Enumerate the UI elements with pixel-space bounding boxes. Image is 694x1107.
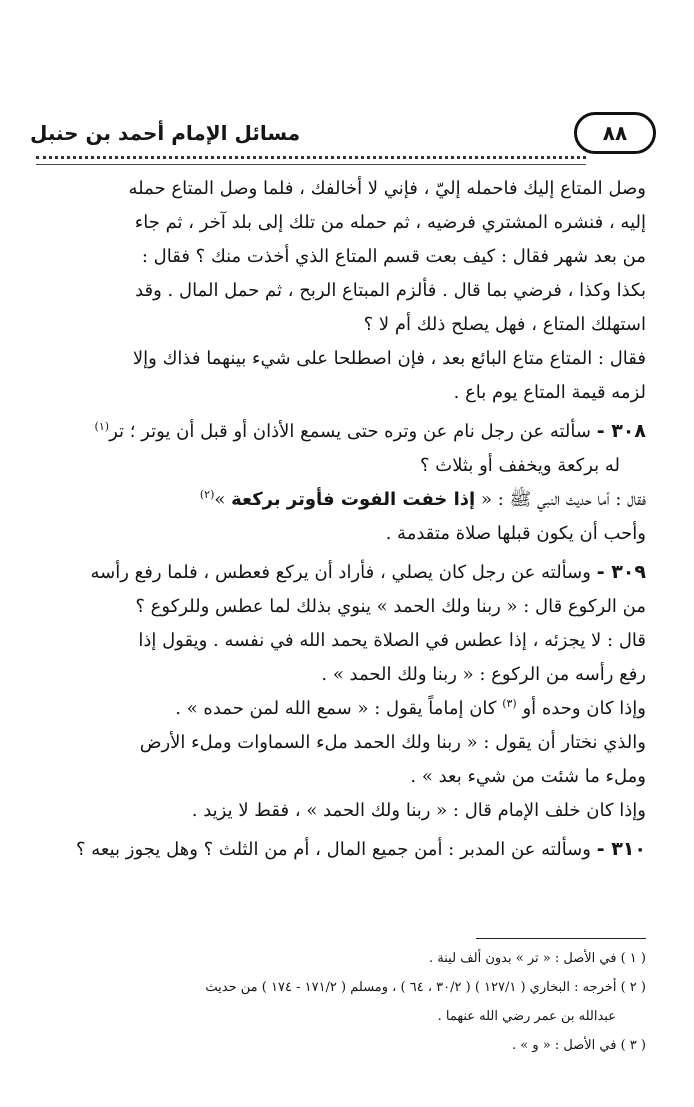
header-rule [36,156,586,165]
text-line: وأحب أن يكون قبلها صلاة متقدمة . [385,523,646,544]
text-line: قال : لا يجزئه ، إذا عطس في الصلاة يحمد الله في نفسه . ويقول إذا [138,630,646,651]
question-308 [46,414,646,449]
footnote-ref: (١) [94,420,110,433]
text-line: من بعد شهر فقال : كيف بعت قسم المتاع الذي أخذت منك ؟ فقال : [141,246,646,267]
page-number-badge [574,112,656,154]
page-header [22,112,656,162]
text-line: فقال : المتاع متاع البائع بعد ، فإن اصطلحا على شيء بينهما فذاك وإلا [132,348,646,369]
page-number: ٨٨ [602,121,628,145]
question-310 [46,832,646,867]
quote-close: » [214,489,226,510]
question-text: سألته عن رجل نام عن وتره حتى يسمع الأذان أو قبل أن يوتر ؛ تر [109,421,591,442]
footnote-rule [476,938,646,939]
footnotes [46,944,646,1060]
answer-text: كان إماماً يقول : « سمع الله لمن حمده » . [175,698,497,719]
running-title: مسائل الإمام أحمد بن حنبل [30,121,301,145]
hadith-quote: إذا خفت الفوت فأوتر بركعة [231,489,476,510]
answer-text: فقال : أما حديث النبي ﷺ : « [480,489,646,510]
text-line: له بركعة ويخفف أو بثلاث ؟ [419,455,620,476]
text-line: وملء ما شئت من شيء بعد » . [410,766,646,787]
answer-text: وإذا كان وحده أو [522,698,646,719]
text-line: إليه ، فنشره المشتري فرضيه ، ثم حمله من تلك إلى بلد آخر ، ثم جاء [134,212,646,233]
text-line: وإذا كان خلف الإمام قال : « ربنا ولك الحمد » ، فقط لا يزيد . [191,800,646,821]
footnote-2: ( ٢ ) أخرجه : البخاري ( ١٢٧/١ ) ( ٣٠/٢ ، ٦٤ ) ، ومسلم ( ١٧١/٢ - ١٧٤ ) من حديث [205,980,646,995]
text-line: من الركوع قال : « ربنا ولك الحمد » ينوي بذلك لما عطس وللركوع ؟ [135,596,646,617]
footnote-1: ( ١ ) في الأصل : « تر » بدون ألف لينة . [429,951,646,966]
text-line: وصل المتاع إليك فاحمله إليّ ، فإني لا أخالفك ، فلما وصل المتاع حمله [128,178,646,199]
answer-line [46,692,646,726]
text-line: لزمه قيمة المتاع يوم باع . [453,382,646,403]
answer-308 [46,483,646,517]
question-number: ٣٠٨ - [596,420,646,442]
question-text: وسألته عن المدبر : أمن جميع المال ، أم من الثلث ؟ وهل يجوز بيعه ؟ [76,839,591,860]
text-line: استهلك المتاع ، فهل يصلح ذلك أم لا ؟ [363,314,646,335]
footnote-3: ( ٣ ) في الأصل : « و » . [512,1038,646,1053]
question-text: وسألته عن رجل كان يصلي ، فأراد أن يركع فعطس ، فلما رفع رأسه [90,562,591,583]
footnote-ref: (٢) [199,488,215,501]
question-309 [46,555,646,590]
question-number: ٣١٠ - [596,838,646,860]
text-line: بكذا وكذا ، فرضي بما قال . فألزم المبتاع الربح ، ثم حمل المال . وقد [135,280,646,301]
footnote-ref: (٣) [502,697,517,710]
main-text [46,172,646,867]
footnote-2-cont: عبدالله بن عمر رضي الله عنهما . [437,1009,616,1024]
question-number: ٣٠٩ - [596,561,646,583]
text-line: رفع رأسه من الركوع : « ربنا ولك الحمد » . [321,664,646,685]
text-line: والذي نختار أن يقول : « ربنا ولك الحمد ملء السماوات وملء الأرض [139,732,646,753]
